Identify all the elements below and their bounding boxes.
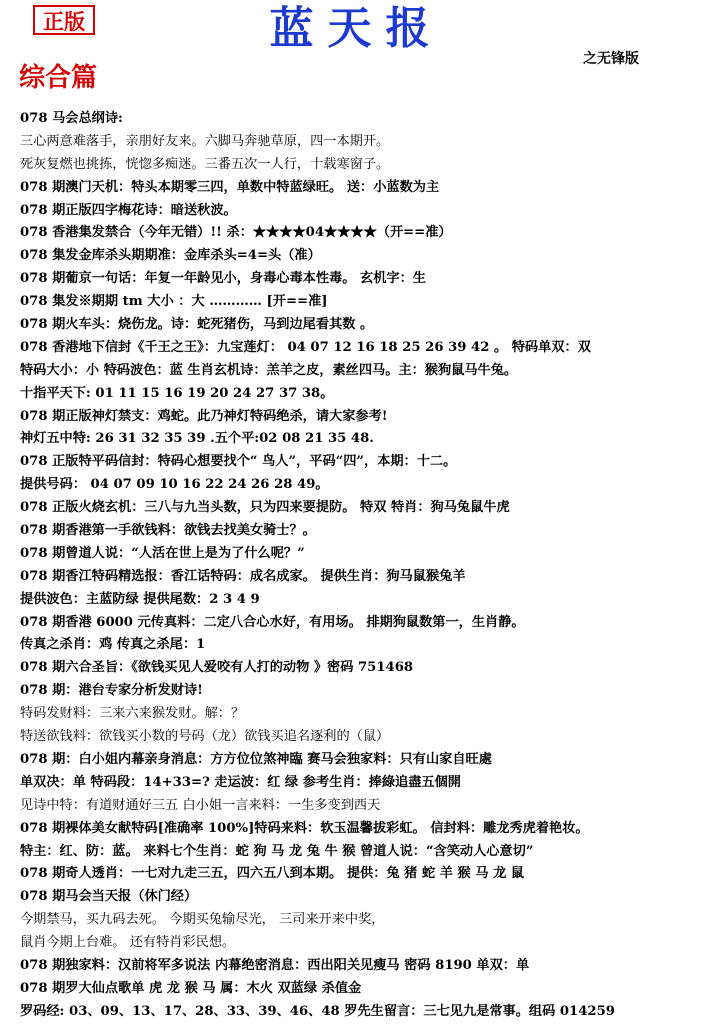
text-line: 特码发财料：三来六来猴发财。解：？: [20, 706, 245, 722]
text-line: 078 期火车头：烧伤龙。诗：蛇死猪伤，马到边尾看其数 。: [20, 317, 374, 333]
text-line: 078 正版特平码信封：特码心想要找个“ 鸟人”，平码“四”，本期：十二。: [20, 454, 457, 470]
text-line: 死灰复燃也挑拣，恍惚多痴迷。三番五次一人行，十载寒窗子。: [20, 156, 390, 172]
text-line: 十指平天下: 01 11 15 16 19 20 24 27 37 38。: [20, 385, 334, 401]
text-line: 078 期六合圣旨：《欲钱买见人爱咬有人打的动物 》密码 751468: [20, 660, 414, 676]
text-line: 078 香港地下信封《千王之王》：九宝莲灯： 04 07 12 16 18 25 26 39 42 。 特码单双：双: [20, 339, 591, 355]
text-line: 单双决：单 特码段：14+33=? 走运波：红 绿 参考生肖：捧綠追盡五個開: [20, 774, 461, 790]
text-line: 078 期香港 6000 元传真料：二定八合心水好，有用场。 排期狗鼠数第一，生肖静。: [20, 614, 525, 630]
text-line: 罗码经: 03、09、13、17、28、33、39、46、48 罗先生留言：三七见九是常事。组码 014259: [20, 1003, 615, 1019]
text-line: 今期禁马，买九码去死。 今期买兔输尽光， 三司来开来中奖，: [20, 912, 385, 928]
text-line: 见诗中特：有道财通好三五 白小姐一言来料：一生多变到西天: [20, 797, 381, 813]
text-line: 传真之杀肖：鸡 传真之杀尾：1: [20, 637, 206, 653]
text-line: 078 期独家料：汉前将军多说法 内幕绝密消息：西出阳关见瘦马 密码 8190 单双：单: [20, 957, 530, 973]
text-line: 078 期奇人透肖：一七对九走三五，四六五八到本期。 提供：兔 猪 蛇 羊 猴 马 龙 鼠: [20, 866, 525, 882]
text-line: 三心两意难落手，亲朋好友来。六脚马奔驰草原，四一本期开。: [20, 133, 390, 149]
text-line: 提供波色：主蓝防绿 提供尾数：2 3 4 9: [20, 591, 260, 607]
text-line: 078 正版火烧玄机：三八与九当头数，只为四来要提防。 特双 特肖：狗马兔鼠牛虎: [20, 500, 510, 516]
text-line: 078 期澳门天机：特头本期零三四，单数中特蓝绿旺。 送：小蓝数为主: [20, 179, 440, 195]
newspaper-title: 蓝天报: [269, 3, 444, 54]
text-line: 特码大小：小 特码波色：蓝 生肖玄机诗：羔羊之皮，素丝四马。主：猴狗鼠马牛兔。: [20, 362, 518, 378]
text-line: 078 期曾道人说：“人活在世上是为了什么呢？”: [20, 545, 305, 561]
text-line: 特送欲钱料：欲钱买小数的号码（龙）欲钱买追名逐利的（鼠）: [20, 729, 390, 745]
text-line: 078 期香江特码精选报：香江话特码：成名成家。 提供生肖：狗马鼠猴兔羊: [20, 568, 466, 584]
text-line: 神灯五中特: 26 31 32 35 39 .五个平:02 08 21 35 48.: [20, 431, 374, 447]
text-line: 078 期马会当天报（休门经）: [20, 889, 198, 905]
text-line: 078 期正版四字梅花诗：暗送秋波。: [20, 202, 237, 218]
text-line: 078 马会总纲诗:: [20, 111, 123, 126]
edition-label: 之无锋版: [583, 51, 639, 67]
text-line: 078 期葡京一句话：年复一年龄见小，身毒心毒本性毒。 玄机字：生: [20, 271, 426, 287]
section-heading: 综合篇: [19, 63, 98, 93]
text-line: 078 期：白小姐内幕亲身消息：方方位位煞神臨 赛马会独家料：只有山家自旺處: [20, 751, 492, 767]
text-line: 078 期：港台专家分析发财诗!: [20, 683, 203, 699]
text-line: 鼠肖今期上台难。 还有特肖彩民想。: [20, 935, 236, 951]
text-line: 078 香港集发禁合（今年无错）!! 杀：★★★★04★★★★（开==准）: [20, 225, 452, 241]
text-line: 特主：红、防：蓝。 来料七个生肖：蛇 狗 马 龙 兔 牛 猴 曾道人说：“含笑动人心意切”: [20, 843, 534, 859]
genuine-edition-badge: 正版: [33, 5, 95, 35]
text-line: 提供号码： 04 07 09 10 16 22 24 26 28 49。: [20, 477, 329, 493]
text-line: 078 期香港第一手欲钱料：欲钱去找美女骑士？。: [20, 523, 316, 539]
article-body: [20, 108, 710, 1024]
text-line: 078 期正版神灯禁支：鸡蛇。此乃神灯特码绝杀，请大家参考!: [20, 408, 388, 424]
text-line: 078 期罗大仙点歌单 虎 龙 猴 马 属：木火 双蓝绿 杀值金: [20, 980, 362, 996]
text-line: 078 集发※期期 tm 大小 ：大 ………… [开==准]: [20, 294, 328, 310]
text-line: 078 期裸体美女献特码[准确率 100%]特码来料：软玉温馨拔彩虹。 信封料：雕龙秀虎着艳妆。: [20, 820, 589, 836]
text-line: 078 集发金库杀头期期准：金库杀头=4=头（准）: [20, 248, 321, 264]
